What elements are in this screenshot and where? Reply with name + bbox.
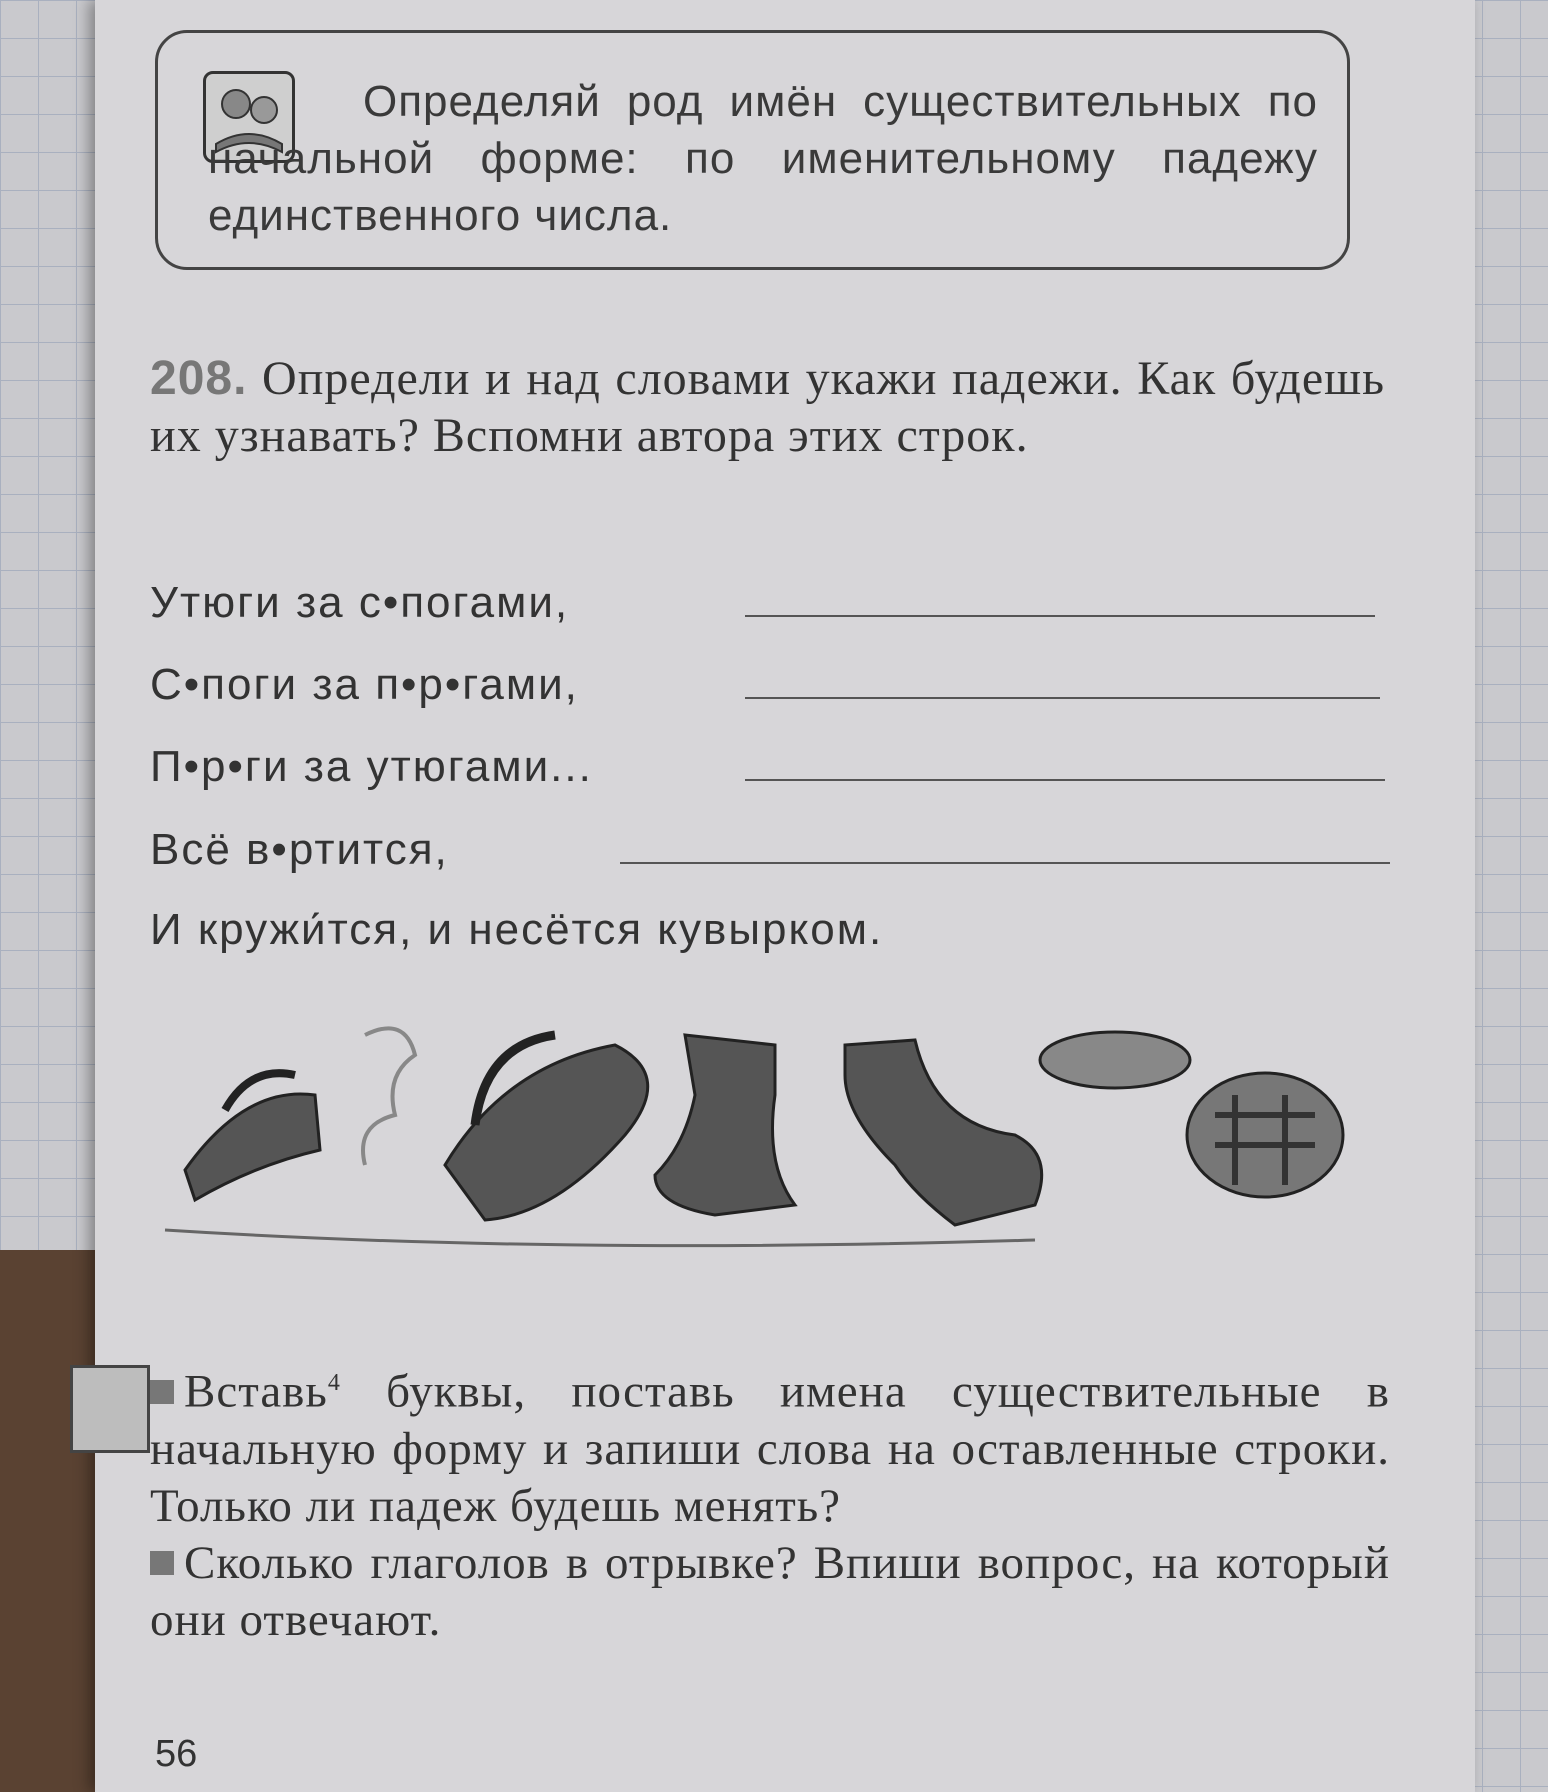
answer-line-1[interactable] (745, 615, 1375, 617)
answer-line-4[interactable] (620, 862, 1390, 864)
task-text: Определи и над словами укажи падежи. Как будешь их узнавать? Вспомни автора этих строк. (150, 352, 1386, 462)
task-208 (150, 350, 1385, 464)
page-number: 56 (155, 1733, 198, 1775)
dictionary-book-icon (70, 1365, 150, 1453)
task-number: 208. (150, 352, 248, 405)
instruction-1: буквы, поставь имена существительные в начальную форму и запиши слова на оставленные строки. Только ли падеж будешь менять? (150, 1365, 1391, 1532)
poem-line-4: Всё в•ртится, (150, 825, 449, 874)
footnote-mark: 4 (327, 1370, 341, 1396)
instruction-first-word: Вставь (184, 1365, 328, 1418)
poem-line-5: И кружи́тся, и несётся кувырком. (150, 905, 884, 954)
instruction-2: Сколько глаголов в отрывке? Впиши вопрос, на который они отвечают. (150, 1536, 1390, 1646)
poem-line-2: С•поги за п•р•гами, (150, 660, 579, 709)
instructions (150, 1355, 1390, 1649)
answer-line-2[interactable] (745, 697, 1380, 699)
poem-line-1: Утюги за с•погами, (150, 578, 570, 627)
poem-line-3: П•р•ги за утюгами... (150, 742, 593, 791)
irons-boots-pies-illustration (155, 1015, 1425, 1255)
rule-text: Определяй род имён существительных по начальной форме: по именительному падежу единственного числа. (208, 77, 1318, 240)
square-bullet-icon (150, 1380, 174, 1404)
textbook-page (95, 0, 1475, 1792)
answer-line-3[interactable] (745, 779, 1385, 781)
square-bullet-icon (150, 1551, 174, 1575)
rule-box (155, 30, 1350, 270)
